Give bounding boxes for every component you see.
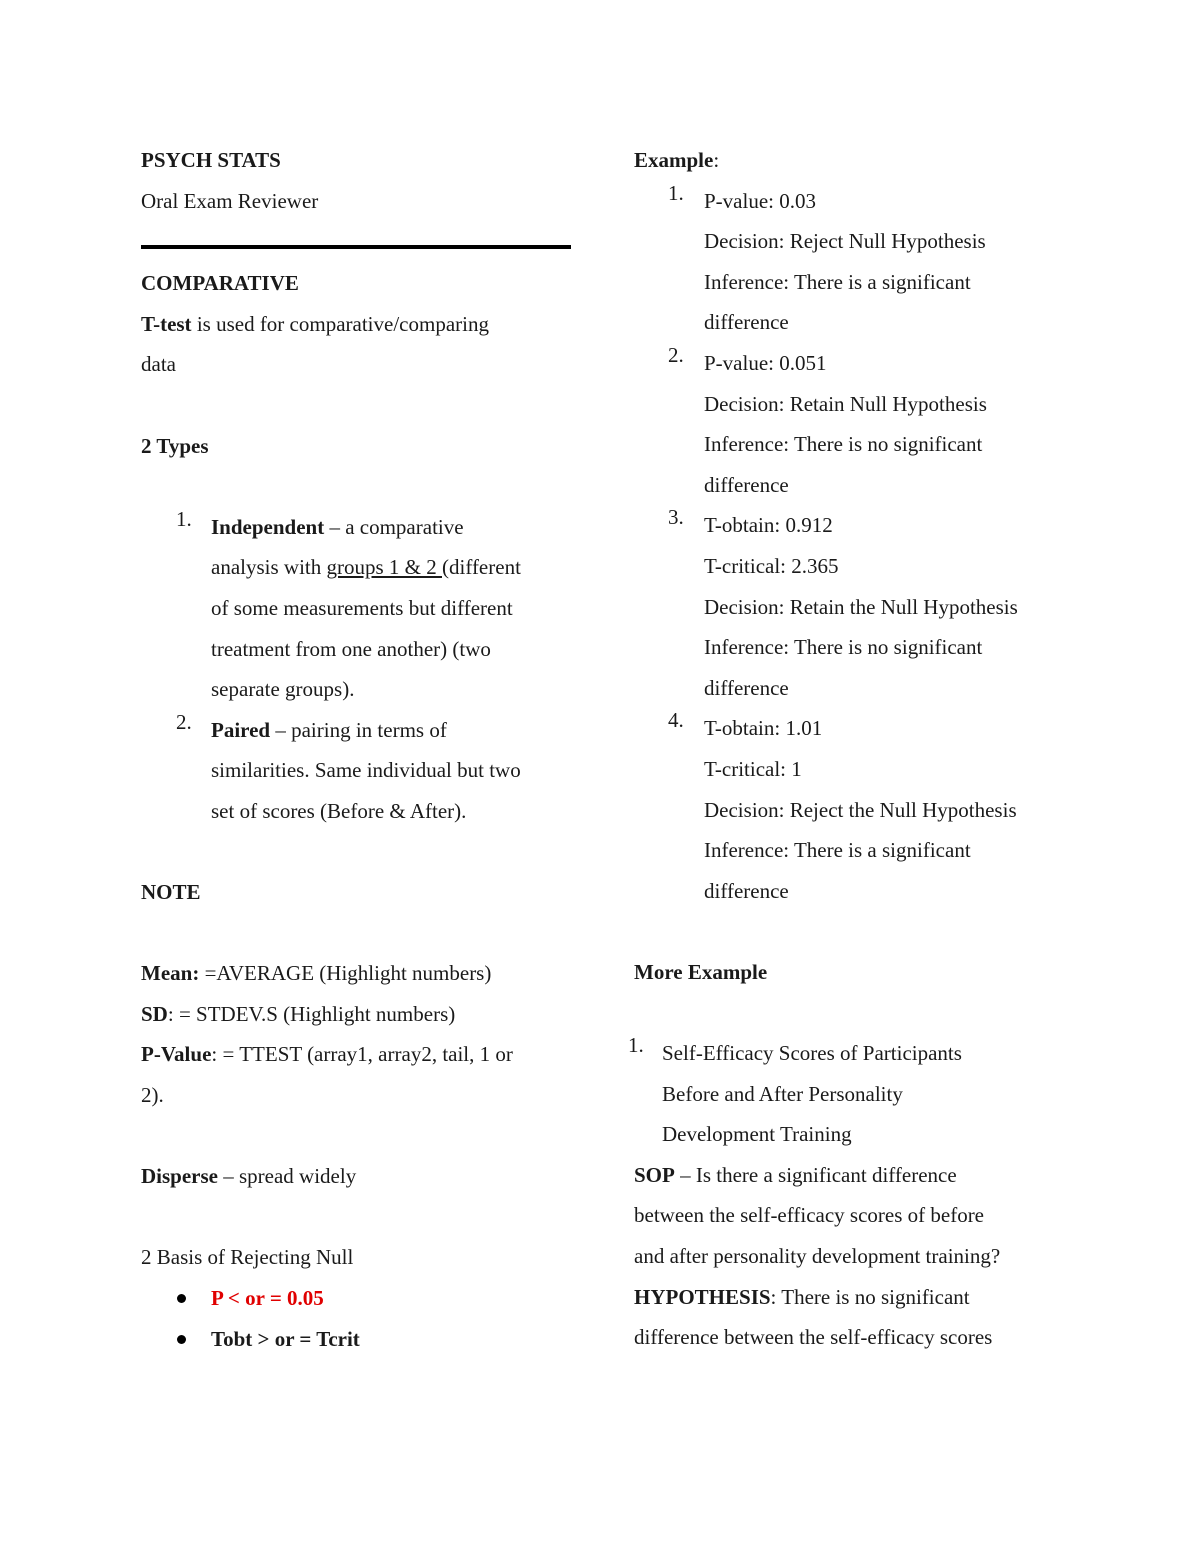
example-heading [634,140,1074,181]
more-example-line: Self-Efficacy Scores of Participants [662,1041,962,1066]
list-number: 2. [668,342,684,367]
list-number: 1. [668,180,684,205]
list-item [634,505,1074,708]
example-line: Decision: Reject the Null Hypothesis [704,797,1017,822]
example-line: difference [704,878,789,903]
list-item [141,710,571,832]
basis-pvalue: P < or = 0.05 [211,1286,324,1311]
disperse-text: – spread widely [218,1164,357,1189]
sd-text: : = STDEV.S (Highlight numbers) [167,1001,456,1026]
bullet-icon [177,1294,186,1303]
example-line: Inference: There is a significant [704,838,971,863]
example-line: T-obtain: 1.01 [704,716,823,741]
list-item [628,1033,1074,1155]
more-example-heading: More Example [634,959,768,984]
note-heading: NOTE [141,880,201,905]
example-line: T-obtain: 0.912 [704,513,833,538]
list-number: 4. [668,708,684,733]
types-heading: 2 Types [141,433,209,458]
type-text: set of scores (Before & After). [211,798,467,823]
type-text: – pairing in terms of [270,717,447,742]
bullet-item [141,1278,571,1319]
sop-statement-cont: and after personality development training? [634,1244,1001,1269]
list-number: 3. [668,505,684,530]
example-line: difference [704,675,789,700]
type-text: analysis with [211,555,327,580]
hypothesis-statement-cont: difference between the self-efficacy scores [634,1325,993,1350]
example-line: difference [704,310,789,335]
type-term: Independent [211,514,325,539]
example-line: T-critical: 1 [704,756,802,781]
document-title: PSYCH STATS [141,148,281,172]
more-example-line: Before and After Personality [662,1081,903,1106]
type-term: Paired [211,717,271,742]
type-text: of some measurements but different [211,595,513,620]
types-list [141,507,571,832]
right-column [628,140,1074,1358]
sd-formula [141,994,571,1035]
example-heading-text: Example [634,148,714,172]
list-number: 2. [176,709,192,734]
more-example-line: Development Training [662,1122,852,1147]
example-line: P-value: 0.051 [704,350,827,375]
ttest-text: is used for comparative/comparing [191,311,489,336]
hypothesis-text: : There is no significant [770,1284,970,1309]
example-line: Decision: Retain the Null Hypothesis [704,594,1018,619]
document-subtitle: Oral Exam Reviewer [141,188,319,213]
ttest-definition [141,304,571,345]
basis-tobt: Tobt > or = Tcrit [211,1326,360,1351]
example-line: Decision: Retain Null Hypothesis [704,391,987,416]
example-line: T-critical: 2.365 [704,553,839,578]
type-text: treatment from one another) (two [211,636,491,661]
type-text: similarities. Same individual but two [211,758,521,783]
pvalue-formula-cont: 2). [141,1083,164,1108]
pvalue-formula [141,1034,571,1075]
ttest-term: T-test [141,311,192,336]
mean-label: Mean: [141,961,200,986]
examples-list [634,181,1074,912]
ttest-definition-cont: data [141,352,176,377]
disperse-label: Disperse [141,1164,218,1189]
type-text: separate groups). [211,677,355,702]
list-item [634,708,1074,911]
hypothesis-statement [634,1277,1074,1318]
sop-text: – Is there a significant difference [674,1162,957,1187]
type-text: (different [442,555,521,580]
list-item [634,343,1074,505]
bullet-icon [177,1335,186,1344]
example-line: difference [704,472,789,497]
example-line: Inference: There is no significant [704,635,983,660]
type-text: – a comparative [324,514,464,539]
basis-list [141,1278,571,1359]
sop-label: SOP [634,1162,675,1187]
example-line: Inference: There is no significant [704,432,983,457]
list-item [634,181,1074,343]
example-colon: : [713,148,720,172]
bullet-item [141,1319,571,1360]
sop-statement [634,1155,1074,1196]
list-item [141,507,571,710]
groups-underlined: groups 1 & 2 [326,555,442,580]
pvalue-text: : = TTEST (array1, array2, tail, 1 or [211,1042,513,1067]
disperse-definition [141,1156,571,1197]
hypothesis-label: HYPOTHESIS [634,1284,771,1309]
pvalue-label: P-Value [141,1042,212,1067]
example-line: Decision: Reject Null Hypothesis [704,229,986,254]
list-number: 1. [176,506,192,531]
example-line: P-value: 0.03 [704,188,816,213]
list-number: 1. [628,1033,644,1058]
sop-statement-cont: between the self-efficacy scores of before [634,1203,985,1228]
mean-formula [141,953,571,994]
mean-text: =AVERAGE (Highlight numbers) [199,961,492,986]
example-line: Inference: There is a significant [704,269,971,294]
sd-label: SD [141,1001,168,1026]
left-column [141,140,571,1359]
basis-heading: 2 Basis of Rejecting Null [141,1245,354,1270]
title-divider [141,245,571,249]
section-comparative-heading: COMPARATIVE [141,271,299,296]
